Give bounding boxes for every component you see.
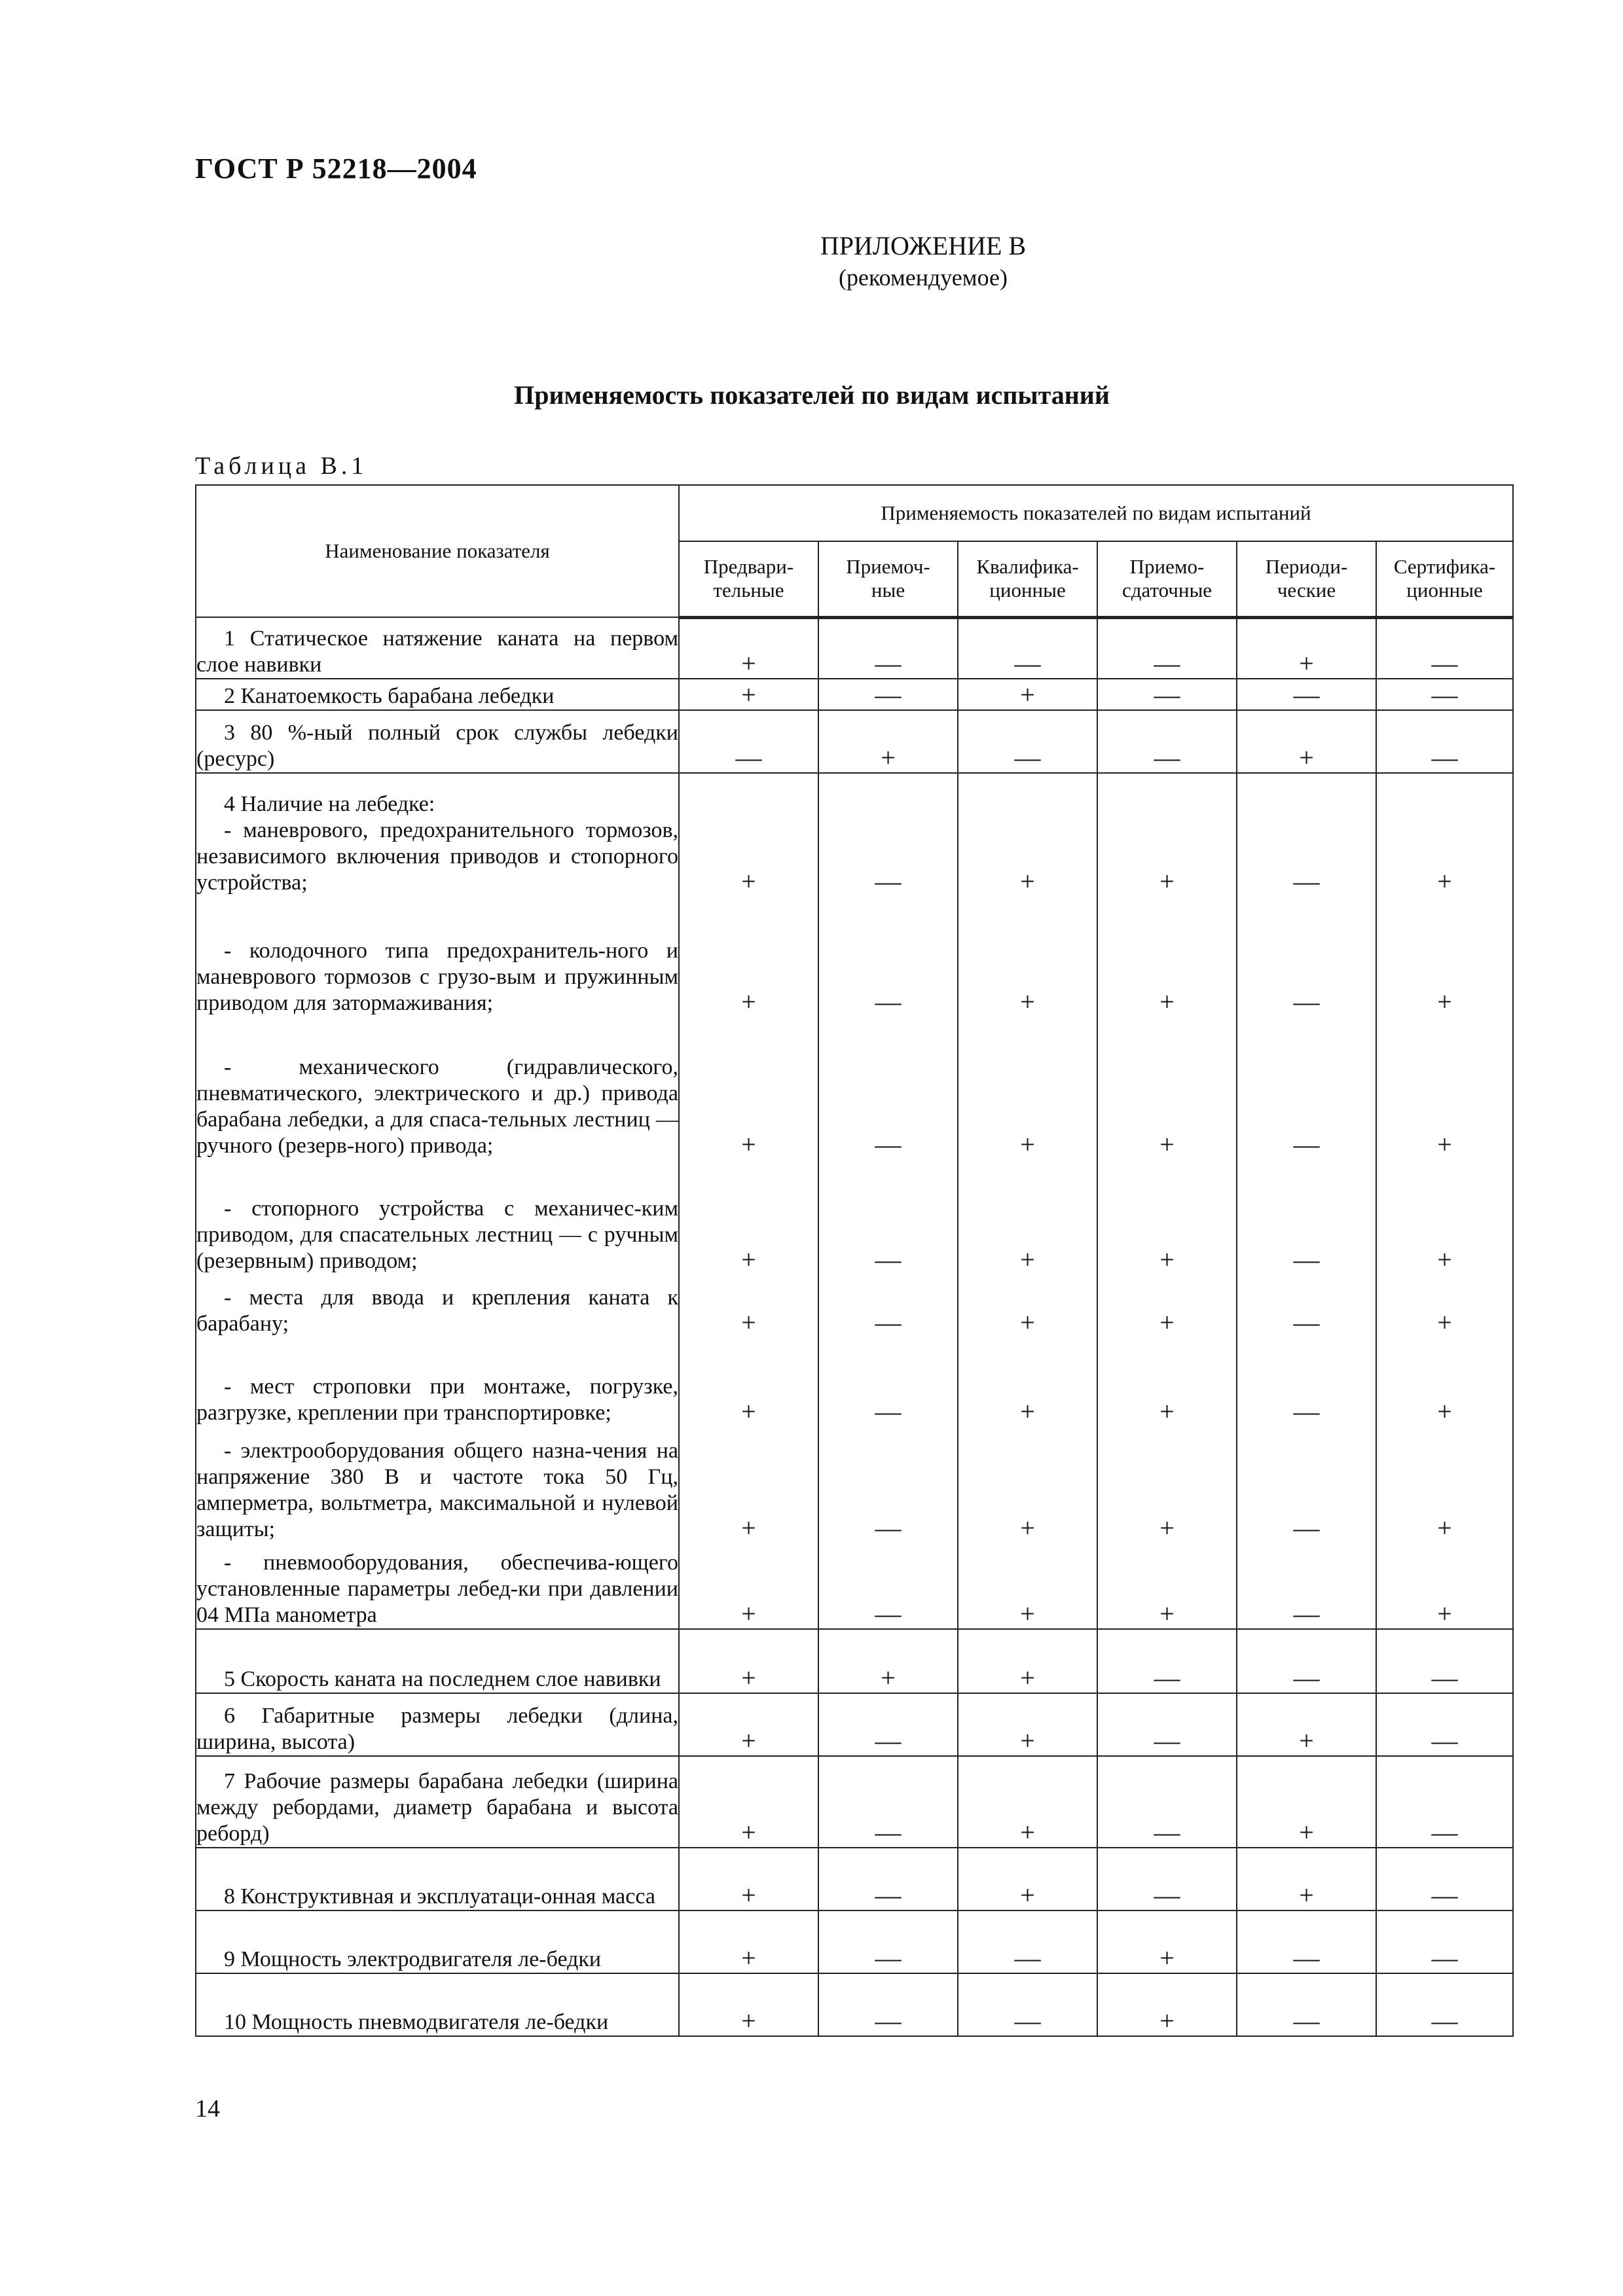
- mark-applicable: +: [1376, 1543, 1513, 1629]
- mark-not-applicable: —: [1237, 1973, 1376, 2036]
- indicator-name-cell: [196, 1693, 679, 1756]
- mark-not-applicable: —: [958, 617, 1097, 679]
- indicator-name-text: - места для ввода и крепления каната к барабану;: [196, 1285, 678, 1336]
- mark-applicable: +: [1237, 617, 1376, 679]
- table-row: [196, 617, 1513, 679]
- mark-not-applicable: —: [1097, 710, 1237, 773]
- indicator-name-text: - колодочного типа предохранитель-ного и маневрового тормозов с грузо-вым и пружинным приводом для затормаживания;: [196, 939, 678, 1015]
- mark-not-applicable: —: [1237, 1337, 1376, 1426]
- mark-applicable: +: [1097, 1016, 1237, 1159]
- mark-not-applicable: —: [1097, 1693, 1237, 1756]
- table-row: [196, 1910, 1513, 1973]
- mark-not-applicable: —: [1376, 1756, 1513, 1848]
- table-caption: Таблица В.1: [195, 452, 368, 480]
- mark-applicable: +: [679, 617, 818, 679]
- mark-not-applicable: —: [1237, 679, 1376, 710]
- table-row: [196, 1426, 1513, 1543]
- mark-not-applicable: —: [1097, 1756, 1237, 1848]
- table-row: [196, 1016, 1513, 1159]
- indicator-name-cell: [196, 1848, 679, 1910]
- mark-applicable: +: [1097, 1973, 1237, 2036]
- indicator-name-text: 3 80 %-ный полный срок службы лебедки (ресурс): [196, 721, 678, 771]
- mark-not-applicable: —: [818, 1756, 958, 1848]
- mark-applicable: +: [1237, 710, 1376, 773]
- indicator-name-cell: [196, 1159, 679, 1274]
- header-test-type: Квалифика- ционные: [958, 541, 1097, 617]
- table-row: [196, 1629, 1513, 1693]
- mark-applicable: +: [1237, 1756, 1376, 1848]
- mark-not-applicable: —: [1376, 710, 1513, 773]
- mark-not-applicable: —: [818, 896, 958, 1016]
- mark-applicable: +: [679, 1159, 818, 1274]
- indicator-name-cell: [196, 1426, 679, 1543]
- indicator-name-cell: [196, 617, 679, 679]
- mark-applicable: +: [679, 1543, 818, 1629]
- mark-applicable: +: [679, 1337, 818, 1426]
- mark-applicable: +: [1097, 773, 1237, 896]
- mark-not-applicable: —: [679, 710, 818, 773]
- mark-applicable: +: [1097, 1159, 1237, 1274]
- mark-applicable: +: [958, 1543, 1097, 1629]
- table-row: [196, 1973, 1513, 2036]
- mark-applicable: +: [1376, 1337, 1513, 1426]
- indicator-name-cell: [196, 896, 679, 1016]
- mark-not-applicable: —: [818, 1973, 958, 2036]
- table-row: [196, 710, 1513, 773]
- indicator-name-text: 8 Конструктивная и эксплуатаци-онная масса: [224, 1884, 655, 1909]
- indicator-name-text: 1 Статическое натяжение каната на первом слое навивки: [196, 626, 678, 677]
- header-test-type: Периоди- ческие: [1237, 541, 1376, 617]
- mark-applicable: +: [958, 896, 1097, 1016]
- mark-applicable: +: [958, 1693, 1097, 1756]
- mark-applicable: +: [1237, 1848, 1376, 1910]
- mark-not-applicable: —: [1237, 1543, 1376, 1629]
- mark-not-applicable: —: [1237, 1910, 1376, 1973]
- page-number: 14: [195, 2095, 220, 2123]
- mark-applicable: +: [958, 1016, 1097, 1159]
- section-title: Применяемость показателей по видам испытаний: [514, 380, 1110, 410]
- mark-applicable: +: [679, 1629, 818, 1693]
- table-row: [196, 1159, 1513, 1274]
- mark-applicable: +: [958, 1274, 1097, 1337]
- mark-not-applicable: —: [1376, 1973, 1513, 2036]
- table-row: [196, 1756, 1513, 1848]
- mark-applicable: +: [1376, 1274, 1513, 1337]
- table-body: [196, 617, 1513, 2036]
- indicator-name-cell: [196, 1274, 679, 1337]
- mark-not-applicable: —: [818, 1337, 958, 1426]
- mark-applicable: +: [958, 1756, 1097, 1848]
- mark-applicable: +: [679, 1426, 818, 1543]
- mark-not-applicable: —: [1097, 679, 1237, 710]
- mark-not-applicable: —: [818, 1848, 958, 1910]
- mark-applicable: +: [679, 1973, 818, 2036]
- table-row: [196, 1848, 1513, 1910]
- indicator-name-text: 4 Наличие на лебедке:: [224, 792, 435, 816]
- mark-applicable: +: [958, 679, 1097, 710]
- mark-applicable: +: [1097, 1337, 1237, 1426]
- mark-not-applicable: —: [1097, 617, 1237, 679]
- mark-applicable: +: [1097, 1274, 1237, 1337]
- table-row: [196, 1543, 1513, 1629]
- mark-not-applicable: —: [1376, 1629, 1513, 1693]
- header-test-type: Приемоч- ные: [818, 541, 958, 617]
- mark-not-applicable: —: [818, 1543, 958, 1629]
- indicator-name-text: - пневмооборудования, обеспечива-ющего установленные параметры лебед-ки при давлении 04 МПа манометра: [196, 1551, 678, 1627]
- mark-not-applicable: —: [818, 1693, 958, 1756]
- table-row: [196, 1274, 1513, 1337]
- mark-applicable: +: [1097, 1426, 1237, 1543]
- applicability-table: [195, 484, 1514, 2037]
- indicator-name-text: 7 Рабочие размеры барабана лебедки (ширина между ребордами, диаметр барабана и высота реборд): [196, 1769, 678, 1846]
- header-group: Применяемость показателей по видам испытаний: [679, 485, 1513, 541]
- mark-applicable: +: [958, 773, 1097, 896]
- indicator-name-text: - стопорного устройства с механичес-ким приводом, для спасательных лестниц — с ручным (резервным) приводом;: [196, 1196, 678, 1273]
- mark-not-applicable: —: [1237, 896, 1376, 1016]
- table-row: [196, 773, 1513, 896]
- mark-applicable: +: [679, 1848, 818, 1910]
- indicator-name-text: 5 Скорость каната на последнем слое навивки: [224, 1667, 661, 1691]
- indicator-name-cell: [196, 1973, 679, 2036]
- mark-not-applicable: —: [1237, 1426, 1376, 1543]
- mark-applicable: +: [1237, 1693, 1376, 1756]
- appendix-title: ПРИЛОЖЕНИЕ В: [820, 231, 1027, 260]
- table-row: [196, 896, 1513, 1016]
- mark-applicable: +: [1097, 896, 1237, 1016]
- mark-applicable: +: [958, 1337, 1097, 1426]
- document-code: ГОСТ Р 52218—2004: [195, 152, 477, 185]
- mark-applicable: +: [679, 1693, 818, 1756]
- mark-not-applicable: —: [958, 1973, 1097, 2036]
- table-row: [196, 1337, 1513, 1426]
- indicator-name-text: 10 Мощность пневмодвигателя ле-бедки: [224, 2010, 609, 2034]
- indicator-name-cell: [196, 1016, 679, 1159]
- mark-applicable: +: [1376, 896, 1513, 1016]
- mark-not-applicable: —: [1097, 1848, 1237, 1910]
- mark-not-applicable: —: [958, 710, 1097, 773]
- mark-not-applicable: —: [1376, 1910, 1513, 1973]
- header-test-type: Сертифика- ционные: [1376, 541, 1513, 617]
- table-row: [196, 1693, 1513, 1756]
- mark-not-applicable: —: [1237, 1629, 1376, 1693]
- indicator-name-text: - механического (гидравлического, пневматического, электрического и др.) привода барабана лебедки, а для спаса-тельных лестниц — ручного (резерв-ного) привода;: [196, 1055, 678, 1158]
- mark-not-applicable: —: [818, 773, 958, 896]
- indicator-name-text: - электрооборудования общего назна-чения на напряжение 380 В и частоте тока 50 Гц, амперметра, вольтметра, максимальной и нулевой защиты;: [196, 1439, 678, 1541]
- mark-not-applicable: —: [1376, 1693, 1513, 1756]
- mark-not-applicable: —: [958, 1910, 1097, 1973]
- indicator-name-text: - мест строповки при монтаже, погрузке, разгрузке, креплении при транспортировке;: [196, 1374, 678, 1425]
- mark-applicable: +: [958, 1426, 1097, 1543]
- mark-not-applicable: —: [1376, 617, 1513, 679]
- mark-not-applicable: —: [818, 1016, 958, 1159]
- mark-not-applicable: —: [818, 1426, 958, 1543]
- header-indicator-name: Наименование показателя: [196, 485, 679, 617]
- mark-applicable: +: [818, 1629, 958, 1693]
- mark-applicable: +: [818, 710, 958, 773]
- mark-applicable: +: [1097, 1910, 1237, 1973]
- indicator-name-cell: [196, 1337, 679, 1426]
- appendix-heading: [655, 230, 1192, 293]
- mark-not-applicable: —: [1237, 1274, 1376, 1337]
- table-row: [196, 679, 1513, 710]
- mark-applicable: +: [679, 896, 818, 1016]
- mark-applicable: +: [679, 1016, 818, 1159]
- mark-not-applicable: —: [818, 1274, 958, 1337]
- indicator-name-cell: [196, 710, 679, 773]
- mark-applicable: +: [958, 1848, 1097, 1910]
- indicator-name-cell: [196, 1910, 679, 1973]
- mark-not-applicable: —: [818, 1910, 958, 1973]
- mark-not-applicable: —: [818, 1159, 958, 1274]
- indicator-name-text: 9 Мощность электродвигателя ле-бедки: [224, 1947, 602, 1971]
- indicator-name-text: - маневрового, предохранительного тормозов, независимого включения приводов и стопорного устройства;: [196, 818, 678, 895]
- mark-not-applicable: —: [1376, 679, 1513, 710]
- indicator-name-cell: [196, 679, 679, 710]
- mark-applicable: +: [679, 1910, 818, 1973]
- header-test-type: Приемо- сдаточные: [1097, 541, 1237, 617]
- indicator-name-cell: [196, 1543, 679, 1629]
- indicator-name-cell: [196, 1629, 679, 1693]
- mark-not-applicable: —: [1237, 773, 1376, 896]
- mark-not-applicable: —: [1237, 1016, 1376, 1159]
- mark-not-applicable: —: [1097, 1629, 1237, 1693]
- mark-applicable: +: [679, 1274, 818, 1337]
- appendix-note: (рекомендуемое): [839, 264, 1008, 291]
- mark-not-applicable: —: [1376, 1848, 1513, 1910]
- mark-applicable: +: [679, 773, 818, 896]
- mark-not-applicable: —: [818, 617, 958, 679]
- indicator-name-text: 2 Канатоемкость барабана лебедки: [224, 684, 555, 708]
- mark-not-applicable: —: [1237, 1159, 1376, 1274]
- mark-applicable: +: [958, 1629, 1097, 1693]
- mark-applicable: +: [1376, 1016, 1513, 1159]
- indicator-name-text: 6 Габаритные размеры лебедки (длина, ширина, высота): [196, 1704, 678, 1754]
- mark-applicable: +: [679, 679, 818, 710]
- mark-applicable: +: [1376, 773, 1513, 896]
- table-container: [195, 484, 1514, 2037]
- mark-applicable: +: [958, 1159, 1097, 1274]
- mark-not-applicable: —: [818, 679, 958, 710]
- mark-applicable: +: [1376, 1159, 1513, 1274]
- indicator-name-cell: [196, 1756, 679, 1848]
- mark-applicable: +: [1097, 1543, 1237, 1629]
- header-test-type: Предвари- тельные: [679, 541, 818, 617]
- mark-applicable: +: [679, 1756, 818, 1848]
- mark-applicable: +: [1376, 1426, 1513, 1543]
- indicator-name-cell: [196, 773, 679, 896]
